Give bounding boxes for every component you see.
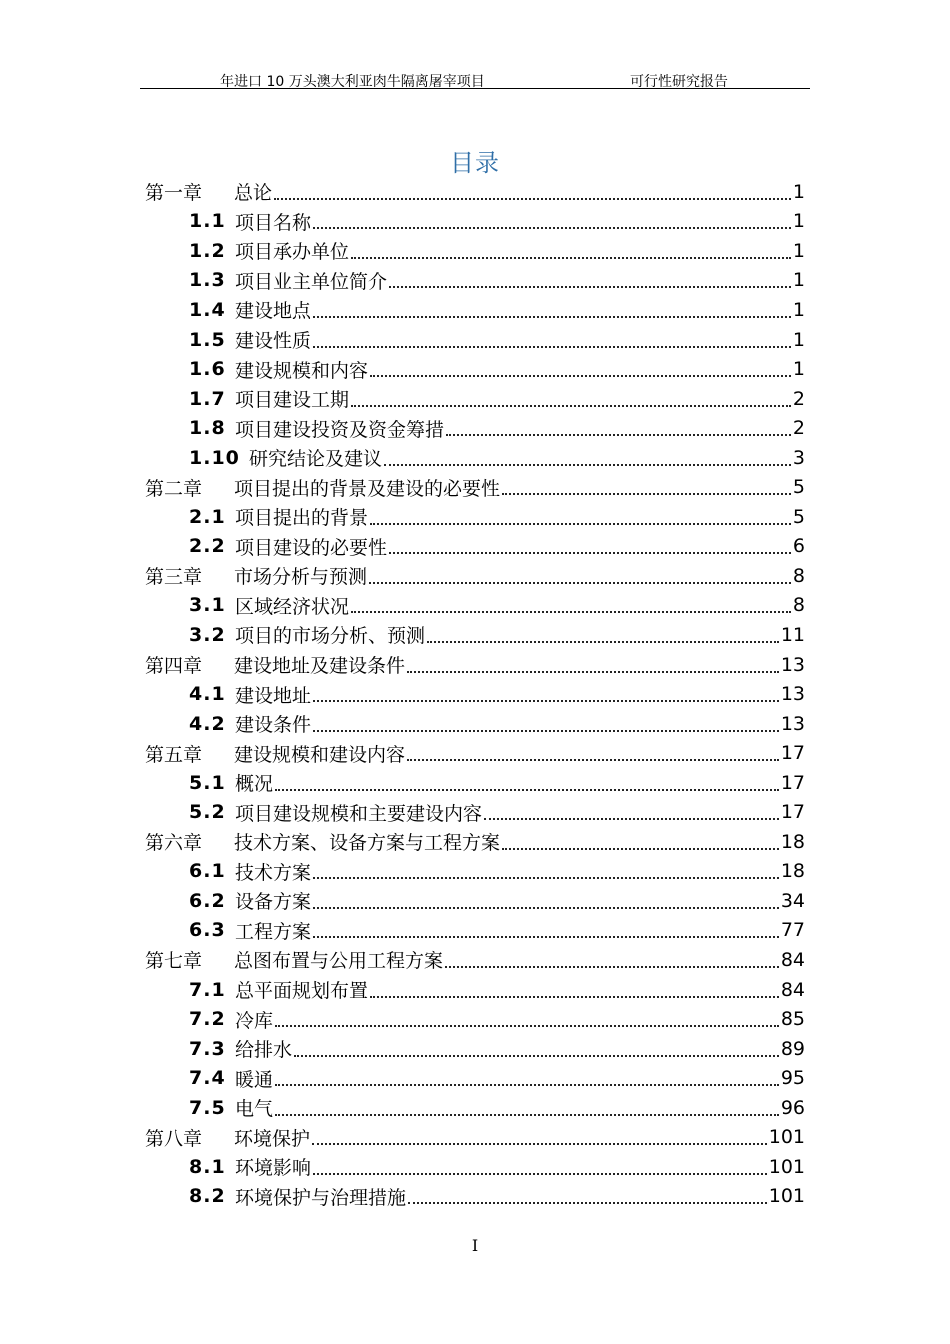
toc-entry-title: 项目业主单位简介 bbox=[235, 270, 388, 293]
toc-dot-leader bbox=[313, 316, 791, 318]
toc-entry-title: 项目提出的背景 bbox=[235, 507, 369, 530]
toc-section-entry[interactable] bbox=[145, 354, 805, 384]
toc-entry-page: 3 bbox=[792, 446, 805, 469]
toc-section-entry[interactable] bbox=[145, 443, 805, 473]
toc-entry-number: 7.5 bbox=[189, 1096, 226, 1119]
toc-dot-leader bbox=[370, 375, 791, 377]
toc-entry-title: 环境影响 bbox=[235, 1157, 312, 1180]
toc-entry-page: 8 bbox=[792, 594, 805, 617]
toc-entry-title: 项目建设的必要性 bbox=[235, 536, 388, 559]
toc-dot-leader bbox=[370, 523, 791, 525]
toc-entry-page: 5 bbox=[792, 476, 805, 499]
toc-section-entry[interactable] bbox=[145, 1152, 805, 1182]
toc-entry-title: 项目名称 bbox=[235, 211, 312, 234]
toc-dot-leader bbox=[407, 759, 779, 761]
toc-section-entry[interactable] bbox=[145, 1182, 805, 1212]
toc-dot-leader bbox=[294, 1055, 779, 1057]
toc-entry-number: 4.1 bbox=[189, 683, 226, 706]
toc-section-entry[interactable] bbox=[145, 295, 805, 325]
toc-section-entry[interactable] bbox=[145, 207, 805, 237]
toc-entry-title: 概况 bbox=[235, 773, 274, 796]
toc-entry-number: 1.1 bbox=[189, 210, 226, 233]
toc-entry-number: 3.1 bbox=[189, 594, 226, 617]
toc-entry-number: 第三章 bbox=[145, 566, 203, 589]
toc-entry-page: 13 bbox=[780, 653, 805, 676]
toc-section-entry[interactable] bbox=[145, 413, 805, 443]
toc-entry-title: 建设地址及建设条件 bbox=[234, 655, 406, 678]
toc-entry-number: 5.2 bbox=[189, 801, 226, 824]
toc-entry-page: 96 bbox=[780, 1096, 805, 1119]
toc-entry-page: 89 bbox=[780, 1037, 805, 1060]
toc-entry-page: 84 bbox=[780, 978, 805, 1001]
toc-entry-title: 环境保护与治理措施 bbox=[235, 1186, 407, 1209]
toc-title: 目录 bbox=[450, 149, 500, 177]
toc-section-entry[interactable] bbox=[145, 325, 805, 355]
toc-entry-title: 总论 bbox=[234, 182, 273, 205]
toc-dot-leader bbox=[389, 552, 791, 554]
toc-dot-leader bbox=[502, 848, 779, 850]
toc-section-entry[interactable] bbox=[145, 975, 805, 1005]
toc-section-entry[interactable] bbox=[145, 502, 805, 532]
header-report-type: 可行性研究报告 bbox=[630, 74, 728, 90]
toc-entry-number: 8.1 bbox=[189, 1155, 226, 1178]
toc-entry-number: 6.3 bbox=[189, 919, 226, 942]
toc-entry-title: 暖通 bbox=[235, 1068, 274, 1091]
toc-entry-page: 77 bbox=[780, 919, 805, 942]
toc-dot-leader bbox=[445, 966, 779, 968]
toc-section-entry[interactable] bbox=[145, 1093, 805, 1123]
toc-dot-leader bbox=[407, 671, 779, 673]
toc-entry-page: 1 bbox=[792, 180, 805, 203]
toc-dot-leader bbox=[502, 493, 791, 495]
toc-entry-title: 项目建设投资及资金筹措 bbox=[235, 418, 445, 441]
toc-entry-title: 建设性质 bbox=[235, 330, 312, 352]
toc-section-entry[interactable] bbox=[145, 857, 805, 887]
toc-entry-number: 1.4 bbox=[189, 298, 226, 321]
toc-section-entry[interactable] bbox=[145, 384, 805, 414]
toc-entry-title: 建设规模和建设内容 bbox=[234, 743, 406, 766]
toc-dot-leader bbox=[408, 1202, 767, 1204]
header-divider bbox=[140, 88, 810, 89]
toc-entry-title: 研究结论及建议 bbox=[249, 448, 383, 471]
toc-entry-title: 总平面规划布置 bbox=[235, 980, 369, 1003]
toc-section-entry[interactable] bbox=[145, 916, 805, 946]
toc-entry-number: 6.1 bbox=[189, 860, 226, 883]
toc-dot-leader bbox=[484, 818, 779, 820]
toc-entry-title: 项目提出的背景及建设的必要性 bbox=[234, 477, 501, 500]
toc-entry-number: 第一章 bbox=[145, 182, 203, 205]
toc-section-entry[interactable] bbox=[145, 679, 805, 709]
toc-entry-number: 第二章 bbox=[145, 477, 203, 500]
toc-entry-page: 18 bbox=[780, 830, 805, 853]
toc-section-entry[interactable] bbox=[145, 1004, 805, 1034]
toc-entry-number: 1.6 bbox=[189, 358, 226, 381]
toc-dot-leader bbox=[313, 1173, 767, 1175]
toc-entry-page: 5 bbox=[792, 505, 805, 528]
toc-entry-page: 1 bbox=[792, 358, 805, 381]
toc-section-entry[interactable] bbox=[145, 1063, 805, 1093]
toc-dot-leader bbox=[427, 641, 779, 643]
toc-entry-number: 第六章 bbox=[145, 832, 203, 855]
toc-entry-page: 84 bbox=[780, 948, 805, 971]
toc-entry-page: 6 bbox=[792, 535, 805, 558]
toc-entry-page: 95 bbox=[780, 1067, 805, 1090]
toc-chapter-entry[interactable] bbox=[145, 1123, 805, 1153]
toc-chapter-entry[interactable] bbox=[145, 472, 805, 502]
toc-entry-title: 建设地址 bbox=[235, 684, 312, 707]
toc-entry-page: 85 bbox=[780, 1008, 805, 1031]
toc-section-entry[interactable] bbox=[145, 709, 805, 739]
toc-entry-title: 建设地点 bbox=[235, 300, 312, 323]
toc-entry-number: 7.1 bbox=[189, 978, 226, 1001]
toc-entry-title: 项目的市场分析、预测 bbox=[235, 625, 426, 648]
toc-chapter-entry[interactable] bbox=[145, 650, 805, 680]
toc-entry-page: 17 bbox=[780, 742, 805, 765]
table-of-contents bbox=[145, 177, 805, 1211]
toc-dot-leader bbox=[275, 1084, 779, 1086]
toc-section-entry[interactable] bbox=[145, 532, 805, 562]
toc-entry-number: 7.2 bbox=[189, 1008, 226, 1031]
toc-entry-page: 34 bbox=[780, 889, 805, 912]
toc-entry-title: 建设条件 bbox=[235, 714, 312, 737]
toc-entry-page: 101 bbox=[768, 1155, 805, 1178]
toc-entry-title: 冷库 bbox=[235, 1009, 274, 1032]
toc-section-entry[interactable] bbox=[145, 1034, 805, 1064]
toc-entry-number: 1.5 bbox=[189, 328, 226, 351]
toc-entry-number: 1.2 bbox=[189, 239, 226, 262]
toc-entry-number: 2.1 bbox=[189, 505, 226, 528]
toc-entry-title: 市场分析与预测 bbox=[234, 566, 368, 589]
toc-entry-title: 总图布置与公用工程方案 bbox=[234, 950, 444, 973]
toc-section-entry[interactable] bbox=[145, 768, 805, 798]
toc-dot-leader bbox=[370, 996, 779, 998]
toc-entry-number: 7.4 bbox=[189, 1067, 226, 1090]
toc-entry-title: 项目建设工期 bbox=[235, 389, 350, 412]
toc-entry-number: 第七章 bbox=[145, 950, 203, 973]
toc-entry-title: 项目建设规模和主要建设内容 bbox=[235, 802, 483, 825]
toc-entry-title: 电气 bbox=[235, 1098, 274, 1121]
toc-dot-leader bbox=[275, 1025, 779, 1027]
toc-section-entry[interactable] bbox=[145, 797, 805, 827]
toc-entry-page: 13 bbox=[780, 683, 805, 706]
toc-entry-title: 环境保护 bbox=[234, 1127, 311, 1150]
toc-entry-page: 2 bbox=[792, 387, 805, 410]
toc-section-entry[interactable] bbox=[145, 886, 805, 916]
toc-section-entry[interactable] bbox=[145, 266, 805, 296]
toc-entry-page: 101 bbox=[768, 1126, 805, 1149]
toc-dot-leader bbox=[351, 257, 791, 259]
toc-chapter-entry[interactable] bbox=[145, 945, 805, 975]
toc-chapter-entry[interactable] bbox=[145, 177, 805, 207]
toc-dot-leader bbox=[389, 286, 791, 288]
toc-entry-number: 3.2 bbox=[189, 623, 226, 646]
toc-entry-page: 17 bbox=[780, 771, 805, 794]
toc-dot-leader bbox=[351, 405, 791, 407]
toc-entry-page: 1 bbox=[792, 210, 805, 233]
toc-entry-title: 技术方案 bbox=[235, 861, 312, 884]
toc-entry-title: 区域经济状况 bbox=[235, 595, 350, 618]
toc-entry-number: 8.2 bbox=[189, 1185, 226, 1208]
toc-entry-number: 4.2 bbox=[189, 712, 226, 735]
toc-dot-leader bbox=[313, 907, 779, 909]
header-document-title: 年进口 10 万头澳大利亚肉牛隔离屠宰项目 bbox=[220, 74, 485, 90]
toc-dot-leader bbox=[384, 464, 791, 466]
toc-entry-title: 技术方案、设备方案与工程方案 bbox=[234, 832, 501, 855]
toc-entry-number: 1.10 bbox=[189, 446, 240, 469]
toc-entry-number: 1.7 bbox=[189, 387, 226, 410]
toc-entry-number: 6.2 bbox=[189, 889, 226, 912]
toc-dot-leader bbox=[369, 582, 791, 584]
toc-entry-number: 第五章 bbox=[145, 743, 203, 766]
toc-chapter-entry[interactable] bbox=[145, 827, 805, 857]
toc-dot-leader bbox=[312, 1143, 767, 1145]
toc-entry-title: 工程方案 bbox=[235, 920, 312, 943]
toc-entry-number: 第八章 bbox=[145, 1127, 203, 1150]
toc-entry-page: 1 bbox=[792, 269, 805, 292]
toc-dot-leader bbox=[275, 1114, 779, 1116]
toc-entry-page: 8 bbox=[792, 564, 805, 587]
toc-entry-page: 2 bbox=[792, 417, 805, 440]
toc-section-entry[interactable] bbox=[145, 620, 805, 650]
toc-entry-page: 11 bbox=[780, 623, 805, 646]
toc-dot-leader bbox=[275, 789, 779, 791]
toc-dot-leader bbox=[313, 346, 791, 348]
toc-dot-leader bbox=[274, 198, 791, 200]
toc-dot-leader bbox=[351, 611, 791, 613]
toc-chapter-entry[interactable] bbox=[145, 561, 805, 591]
toc-entry-number: 1.3 bbox=[189, 269, 226, 292]
toc-entry-title: 给排水 bbox=[235, 1039, 293, 1062]
toc-entry-page: 18 bbox=[780, 860, 805, 883]
toc-dot-leader bbox=[313, 227, 791, 229]
toc-entry-number: 2.2 bbox=[189, 535, 226, 558]
toc-entry-number: 7.3 bbox=[189, 1037, 226, 1060]
toc-entry-page: 1 bbox=[792, 239, 805, 262]
toc-entry-title: 设备方案 bbox=[235, 891, 312, 914]
toc-entry-page: 1 bbox=[792, 328, 805, 351]
toc-entry-number: 第四章 bbox=[145, 655, 203, 678]
toc-dot-leader bbox=[313, 730, 779, 732]
toc-dot-leader bbox=[313, 877, 779, 879]
toc-entry-page: 17 bbox=[780, 801, 805, 824]
toc-section-entry[interactable] bbox=[145, 236, 805, 266]
toc-entry-page: 13 bbox=[780, 712, 805, 735]
toc-entry-number: 5.1 bbox=[189, 771, 226, 794]
toc-entry-page: 1 bbox=[792, 298, 805, 321]
toc-dot-leader bbox=[313, 936, 779, 938]
toc-dot-leader bbox=[313, 700, 779, 702]
toc-entry-page: 101 bbox=[768, 1185, 805, 1208]
toc-dot-leader bbox=[446, 434, 791, 436]
toc-entry-number: 1.8 bbox=[189, 417, 226, 440]
toc-chapter-entry[interactable] bbox=[145, 738, 805, 768]
toc-entry-title: 建设规模和内容 bbox=[235, 359, 369, 382]
toc-section-entry[interactable] bbox=[145, 591, 805, 621]
footer-page-number: I bbox=[471, 1236, 479, 1255]
toc-entry-title: 项目承办单位 bbox=[235, 241, 350, 264]
